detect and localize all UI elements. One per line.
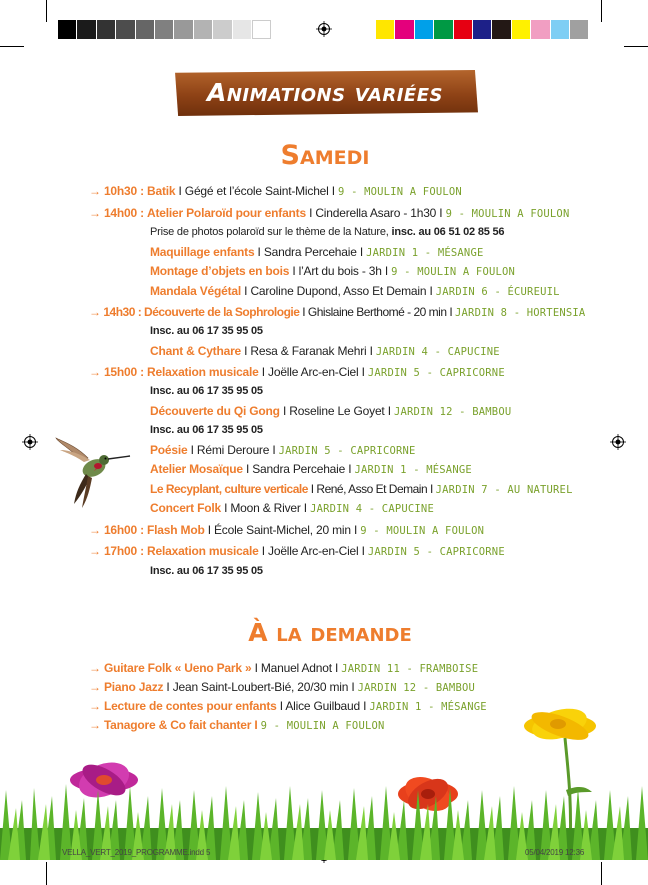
list-note: Insc. au 06 17 35 95 05 <box>150 325 263 337</box>
list-item: Découverte du Qi Gong I Roseline Le Goyet I JARDIN 12 - BAMBOU <box>150 404 512 418</box>
list-item: Poésie I Rémi Deroure I JARDIN 5 - CAPRICORNE <box>150 443 416 457</box>
hummingbird-illustration <box>54 436 134 512</box>
crop-mark <box>46 0 47 22</box>
arrow-right-icon: → <box>89 365 104 379</box>
crop-mark <box>601 0 602 22</box>
list-item: → Guitare Folk « Ueno Park » I Manuel Adnot I JARDIN 11 - FRAMBOISE <box>89 661 479 675</box>
list-note: Prise de photos polaroïd sur le thème de la Nature, insc. au 06 51 02 85 56 <box>150 226 505 238</box>
footer-filename: VELLA_VERT_2019_PROGRAMME.indd 5 <box>62 848 211 857</box>
arrow-right-icon: → <box>89 523 104 537</box>
registration-mark-icon <box>22 434 38 450</box>
arrow-right-icon: → <box>89 680 104 694</box>
list-item: → 14h00 : Atelier Polaroïd pour enfants I Cinderella Asaro - 1h30 I 9 - MOULIN A FOULON <box>89 206 570 220</box>
list-item: Maquillage enfants I Sandra Percehaie I JARDIN 1 - MÉSANGE <box>150 245 484 259</box>
list-item: → 14h30 : Découverte de la Sophrologie I Ghislaine Berthomé - 20 min I JARDIN 8 - HORTENSIA <box>89 305 586 319</box>
list-item: Atelier Mosaïque I Sandra Percehaie I JARDIN 1 - MÉSANGE <box>150 462 472 476</box>
list-item: Montage d’objets en bois I l’Art du bois - 3h I 9 - MOULIN A FOULON <box>150 264 516 278</box>
section-title-samedi: Samedi <box>280 140 370 171</box>
arrow-right-icon: → <box>89 544 104 558</box>
registration-mark-icon <box>316 21 332 37</box>
list-item: Le Recyplant, culture verticale I René, Asso Et Demain I JARDIN 7 - AU NATUREL <box>150 482 573 496</box>
list-note: Insc. au 06 17 35 95 05 <box>150 424 263 436</box>
cmyk-color-bar <box>376 20 589 39</box>
list-item: → 16h00 : Flash Mob I École Saint-Michel, 20 min I 9 - MOULIN A FOULON <box>89 523 485 537</box>
arrow-right-icon: → <box>89 661 104 675</box>
crop-mark <box>46 862 47 885</box>
registration-mark-icon <box>610 434 626 450</box>
list-item: Concert Folk I Moon & River I JARDIN 4 - CAPUCINE <box>150 501 434 515</box>
arrow-right-icon: → <box>89 184 104 198</box>
crop-mark <box>624 46 648 47</box>
arrow-right-icon: → <box>89 718 104 732</box>
banner-title: Animations variées <box>207 78 443 107</box>
list-item: → Piano Jazz I Jean Saint-Loubert-Bié, 20/30 min I JARDIN 12 - BAMBOU <box>89 680 476 694</box>
list-item: → 10h30 : Batik I Gégé et l’école Saint-Michel I 9 - MOULIN A FOULON <box>89 184 462 198</box>
crop-mark <box>601 862 602 885</box>
arrow-right-icon: → <box>89 699 104 713</box>
grass-flowers-illustration <box>0 700 648 860</box>
list-note: Insc. au 06 17 35 95 05 <box>150 385 263 397</box>
section-title-demande: À la demande <box>248 618 412 647</box>
list-item: Mandala Végétal I Caroline Dupond, Asso Et Demain I JARDIN 6 - ÉCUREUIL <box>150 284 560 298</box>
arrow-right-icon: → <box>89 206 104 220</box>
list-item: Chant & Cythare I Resa & Faranak Mehri I JARDIN 4 - CAPUCINE <box>150 344 500 358</box>
crop-mark <box>0 46 24 47</box>
list-item: → 17h00 : Relaxation musicale I Joëlle Arc-en-Ciel I JARDIN 5 - CAPRICORNE <box>89 544 505 558</box>
footer-date: 05/04/2019 12:36 <box>525 848 585 857</box>
list-item: → 15h00 : Relaxation musicale I Joëlle Arc-en-Ciel I JARDIN 5 - CAPRICORNE <box>89 365 505 379</box>
arrow-right-icon: → <box>89 305 104 319</box>
list-note: Insc. au 06 17 35 95 05 <box>150 565 263 577</box>
list-item: → Lecture de contes pour enfants I Alice Guilbaud I JARDIN 1 - MÉSANGE <box>89 699 487 713</box>
list-item: → Tanagore & Co fait chanter I 9 - MOULIN A FOULON <box>89 718 385 732</box>
grayscale-color-bar <box>58 20 271 39</box>
